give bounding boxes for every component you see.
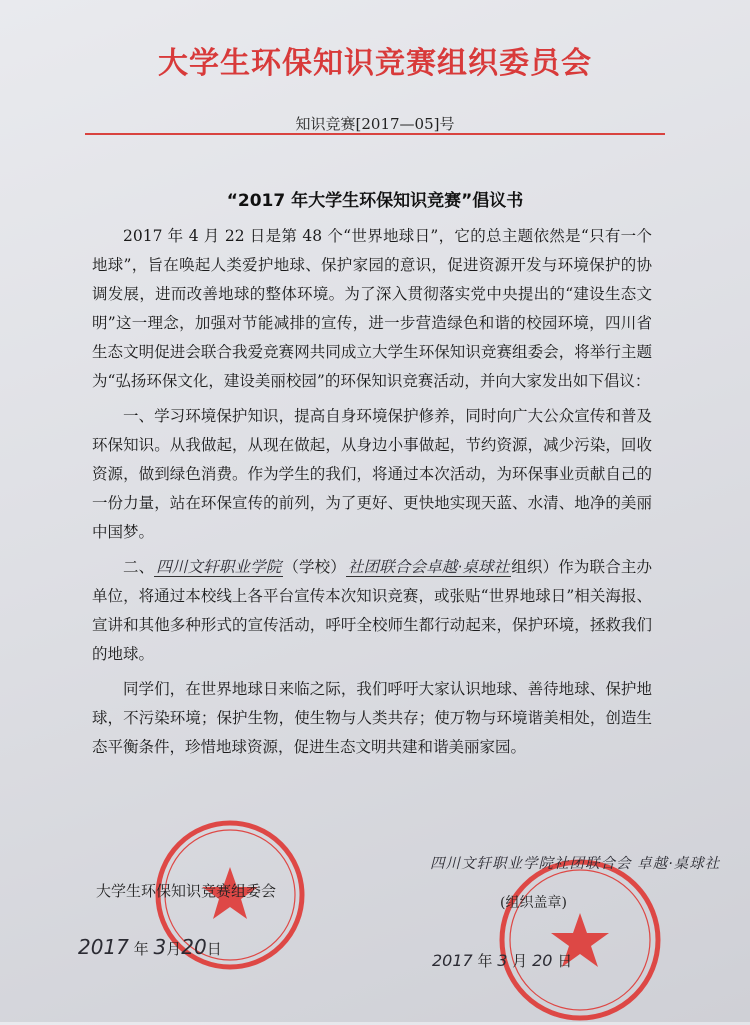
left-date-day-unit: 日 xyxy=(206,940,222,958)
document-title: “2017 年大学生环保知识竞赛”倡议书 xyxy=(226,191,524,211)
paragraph-item-two xyxy=(92,553,652,669)
right-signatory-handwritten: 四川文轩职业学院社团联合会 卓越·桌球社 xyxy=(430,856,721,872)
document-number: 知识竞赛[2017—05]号 xyxy=(295,115,455,133)
left-date-month: 3 xyxy=(153,935,167,959)
handwritten-org-name: 社团联合会卓越·桌球社 xyxy=(347,558,510,576)
left-signatory-org: 大学生环保知识竞赛组委会 xyxy=(96,882,277,900)
item-two-rest: 作为联合主办单位，将通过本校线上各平台宣传本次知识竞赛，或张贴“世界地球日”相关海报、宣讲和其他多种形式的宣传活动，呼吁全校师生都行动起来，保护环境，拯救我们的地球。 xyxy=(92,558,652,663)
right-date-year-unit: 年 xyxy=(477,952,493,970)
right-signature-date xyxy=(432,950,572,971)
paragraph-item-one: 一、学习环境保护知识，提高自身环境保护修养，同时向广大公众宣传和普及环保知识。从我做起，从现在做起，从身边小事做起，节约资源，减少污染，回收资源，做到绿色消费。作为学生的我们，将通过本次活动，为环保事业贡献自己的一份力量，站在环保宣传的前列，为了更好、更快地实现天蓝、水清、地净的美丽中国梦。 xyxy=(92,407,652,541)
seal-label: (组织盖章) xyxy=(500,895,567,911)
red-divider-rule xyxy=(85,133,665,135)
document-body xyxy=(92,222,652,768)
item-two-prefix: 二、 xyxy=(123,558,155,576)
left-date-year-unit: 年 xyxy=(133,940,149,958)
right-date-month: 3 xyxy=(497,951,508,970)
right-date-month-unit: 月 xyxy=(512,952,528,970)
school-label: （学校） xyxy=(283,558,346,576)
paragraph-intro: 2017 年 4 月 22 日是第 48 个“世界地球日”，它的总主题依然是“只有一个地球”，旨在唤起人类爱护地球、保护家园的意识，促进资源开发与环境保护的协调发展，进而改善地球的整体环境。为了深入贯彻落实党中央提出的“建设生态文明”这一理念，加强对节能减排的宣传，进一步营造绿色和谐的校园环境，四川省生态文明促进会联合我爱竞赛网共同成立大学生环保知识竞赛组委会，将举行主题为“弘扬环保文化，建设美丽校园”的环保知识竞赛活动，并向大家发出如下倡议： xyxy=(92,227,652,390)
right-date-day: 20 xyxy=(532,951,553,970)
org-header-title: 大学生环保知识竞赛组织委员会 xyxy=(158,46,592,81)
handwritten-school-name: 四川文轩职业学院 xyxy=(156,558,282,576)
org-label: 组织） xyxy=(511,558,559,576)
paragraph-closing: 同学们，在世界地球日来临之际，我们呼吁大家认识地球、善待地球、保护地球，不污染环境；保护生物，使生物与人类共存；使万物与环境谐美相处，创造生态平衡条件，珍惜地球资源，促进生态文明共建和谐美丽家园。 xyxy=(92,680,652,756)
left-date-year: 2017 xyxy=(78,935,129,959)
right-date-day-unit: 日 xyxy=(557,952,573,970)
right-date-year: 2017 xyxy=(432,951,473,970)
right-official-seal xyxy=(495,855,665,1025)
left-date-day: 20 xyxy=(181,935,207,959)
left-signature-date xyxy=(78,935,222,959)
left-date-month-unit: 月 xyxy=(166,940,182,958)
